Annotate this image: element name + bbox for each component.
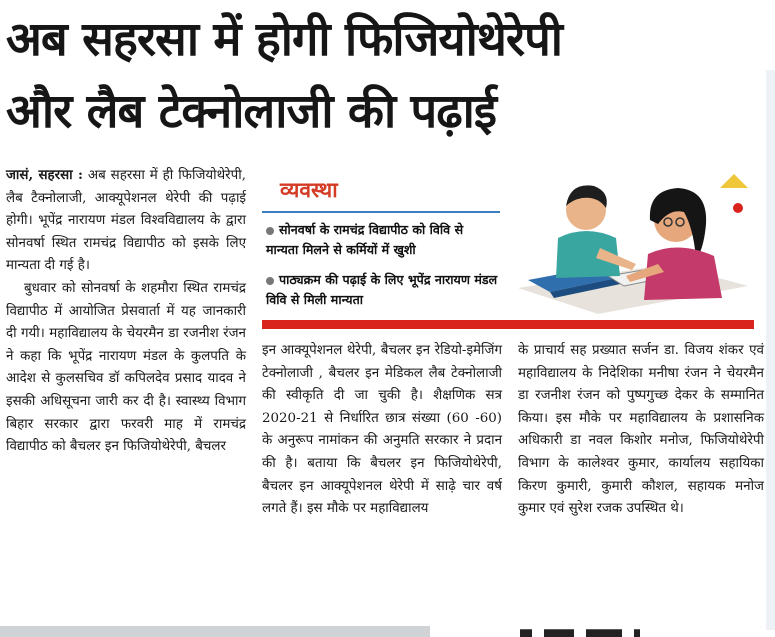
next-headline-fragment <box>520 624 640 637</box>
dateline: जासं, सहरसा : <box>6 167 83 183</box>
bullet-dot-icon <box>266 227 274 235</box>
box-label: व्यवस्था <box>280 178 338 202</box>
article-column-1 <box>6 164 246 459</box>
bullet-dot-icon <box>266 277 274 285</box>
next-article-bar <box>0 626 430 637</box>
bullet-text: पाठ्यक्रम की पढ़ाई के लिए भूपेंद्र नारायण मंडल विवि से मिली मान्यता <box>266 272 498 307</box>
article-text: अब सहरसा में ही फिजियोथेरेपी, लैब टैक्नोलाजी, आक्यूपेशनल थेरेपी की पढ़ाई होगी। भूपेंद्र नारायण मंडल विश्वविद्यालय के द्वारा सोनवर्षा स्थित रामचंद्र विद्यापीठ को इसके लिए मान्यता दी गई है। <box>6 168 246 274</box>
bullet-text: सोनवर्षा के रामचंद्र विद्यापीठ को विवि से मान्यता मिलने से कर्मियों में खुशी <box>266 222 464 257</box>
article-column-2 <box>262 340 502 521</box>
students-illustration <box>508 168 758 316</box>
headline <box>6 4 766 148</box>
section-rule <box>262 320 754 329</box>
highlight-bullet <box>266 270 498 310</box>
highlight-bullet <box>266 220 498 260</box>
headline-line-2: और लैब टेक्नोलाजी की पढ़ाई <box>6 84 496 139</box>
article-paragraph-3: इन आक्यूपेशनल थेरेपी, बैचलर इन रेडियो-इमेजिंग टेक्नोलाजी , बैचलर इन मेडिकल लैब टेक्नोलाजी की स्वीकृति दी जा चुकी है। शैक्षणिक सत्र 2020-21 से निर्धारित छात्र संख्या (60 -60) के अनुरूप नामांकन की अनुमति सरकार ने प्रदान की है। बताया कि बैचलर इन फिजियोथेरेपी, बैचलर इन आक्यूपेशनल थेरेपी में साढ़े चार वर्ष लगते हैं। इस मौके पर महाविद्यालय <box>262 343 502 517</box>
article-column-3 <box>518 340 764 521</box>
article-paragraph-4: के प्राचार्य सह प्रख्यात सर्जन डा. विजय शंकर एवं महाविद्यालय के निदेशिका मनीषा रंजन ने चेयरमैन डा रजनीश रंजन को पुष्पगुच्छ देकर के सम्मानित किया। इस मौके पर महाविद्यालय के प्रशासनिक अधिकारी डा नवल किशोर मनोज, फिजियोथेरेपी विभाग के कालेश्वर कुमार, कार्यालय सहायिका किरण कुमारी, कुमारी कौशल, सहायक मनोज कुमार एवं सुरेश रजक उपस्थित थे। <box>518 343 764 517</box>
headline-line-1: अब सहरसा में होगी फिजियोथेरेपी <box>6 12 562 67</box>
page-edge-strip <box>766 70 775 630</box>
highlight-box <box>262 168 500 318</box>
box-divider <box>262 211 500 213</box>
article-paragraph-2: बुधवार को सोनवर्षा के शहमौरा स्थित रामचंद्र विद्यापीठ में आयोजित प्रेसवार्ता में यह जानकारी दी गयी। महाविद्यालय के चेयरमैन डा रजनीश रंजन ने कहा कि भूपेंद्र नारायण मंडल के कुलपति के आदेश से कुलसचिव डॉ कपिलदेव प्रसाद यादव ने इसकी अधिसूचना जारी कर दी है। स्वास्थ्य विभाग बिहार सरकार द्वारा फरवरी माह में रामचंद्र विद्यापीठ को बैचलर इन फिजियोथेरेपी, बैचलर <box>6 280 246 455</box>
article-paragraph-1 <box>6 164 246 278</box>
